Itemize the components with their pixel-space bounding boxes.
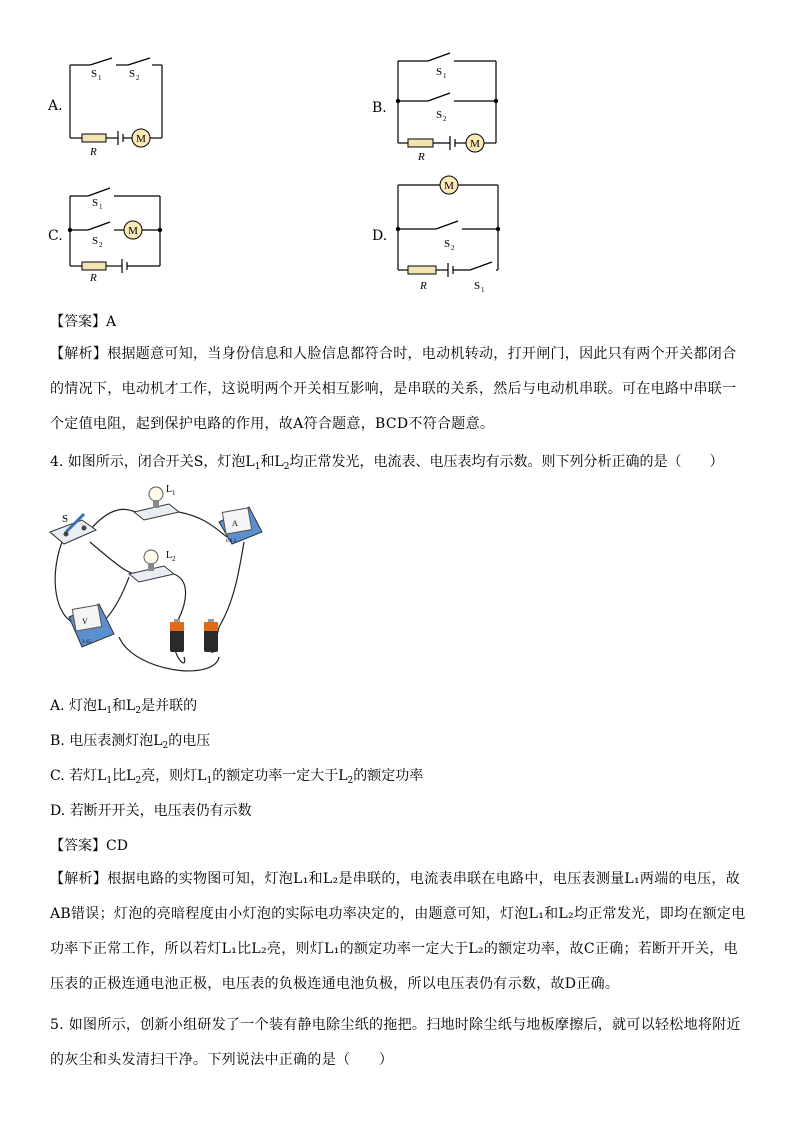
- svg-text:R: R: [420, 280, 427, 292]
- svg-text:S: S: [62, 513, 69, 525]
- svg-text:L: L: [166, 484, 173, 495]
- svg-text:S: S: [129, 68, 136, 80]
- circuit-diagram-a: [60, 55, 170, 155]
- svg-text:M: M: [444, 180, 454, 192]
- circuit-diagram-c: [60, 183, 170, 283]
- motor-symbol-a: M: [136, 133, 146, 145]
- voltmeter: [69, 604, 114, 647]
- svg-text:2: 2: [172, 555, 176, 563]
- q4-option-d: D. 若断开开关，电压表仍有示数: [50, 803, 252, 819]
- svg-text:S: S: [92, 235, 99, 247]
- q3-answer: 【答案】A: [50, 314, 117, 330]
- q4-option-b: B. 电压表测灯泡$L_2$的电压: [50, 733, 211, 751]
- lamp-l1: [134, 484, 179, 520]
- q3-analysis: 【解析】根据题意可知，当身份信息和人脸信息都符合时，电动机转动，打开闸门，因此只有两个开关都闭合的情况下，电动机才工作，这说明两个开关相互影响，是串联的关系，然后与电动机串联。可在电路中串联一个定值电阻，起到保护电路的作用，故A符合题意，BCD不符合题意。: [50, 346, 737, 432]
- switch-s: [50, 513, 96, 544]
- circuit-diagram-d: [388, 172, 503, 297]
- q4-answer: 【答案】CD: [50, 838, 128, 854]
- svg-text:S: S: [474, 280, 481, 292]
- q4-circuit-figure: [44, 482, 276, 682]
- option-a-label: A.: [48, 98, 63, 114]
- svg-text:S: S: [91, 68, 98, 80]
- svg-text:2: 2: [443, 115, 447, 123]
- svg-text:S: S: [444, 238, 451, 250]
- option-d-label: D.: [372, 228, 388, 244]
- batteries: [170, 619, 218, 652]
- svg-text:2: 2: [99, 241, 103, 249]
- svg-text:0.6 3: 0.6 3: [226, 539, 236, 544]
- svg-text:1: 1: [172, 489, 176, 497]
- lamp-l2: [129, 550, 176, 582]
- ammeter: [219, 507, 262, 544]
- svg-text:S: S: [436, 109, 443, 121]
- svg-text:R: R: [418, 151, 425, 163]
- q5-stem: 5. 如图所示，创新小组研发了一个装有静电除尘纸的拖把。扫地时除尘纸与地板摩擦后，就可以轻松地将附近的灰尘和头发清扫干净。下列说法中正确的是（ ）: [50, 1017, 741, 1068]
- svg-text:1: 1: [443, 72, 447, 80]
- svg-text:M: M: [128, 225, 138, 237]
- option-b-label: B.: [372, 100, 387, 116]
- q4-option-a: A. 灯泡$L_1$和$L_2$是并联的: [50, 698, 198, 716]
- svg-text:R: R: [90, 146, 97, 155]
- svg-text:1: 1: [98, 74, 102, 82]
- svg-text:V: V: [82, 617, 88, 626]
- svg-text:S: S: [92, 197, 99, 209]
- svg-text:1: 1: [481, 286, 485, 294]
- svg-text:2: 2: [136, 74, 140, 82]
- q4-analysis: 【解析】根据电路的实物图可知，灯泡L₁和L₂是串联的，电流表串联在电路中，电压表测量L₁两端的电压，故AB错误；灯泡的亮暗程度由小灯泡的实际电功率决定的，由题意可知，灯泡L₁和L₂均正常发光，即均在额定电功率下正常工作，所以若灯L₁比L₂亮，则灯L₁的额定功率一定大于L₂的额定功率，故C正确；若断开开关，电压表的正极连通电池正极，电压表的负极连通电池负极，所以电压表仍有示数，故D正确。: [50, 871, 746, 992]
- option-c-label: C.: [48, 228, 63, 244]
- svg-text:A: A: [232, 519, 238, 528]
- svg-text:L: L: [166, 550, 173, 561]
- svg-text:1: 1: [99, 203, 103, 211]
- svg-text:3 15: 3 15: [82, 640, 91, 645]
- svg-text:M: M: [470, 138, 480, 150]
- q4-stem: 4. 如图所示，闭合开关S，灯泡$L_1$和$L_2$均正常发光，电流表、电压表均有示数。则下列分析正确的是（ ）: [50, 454, 724, 472]
- q4-option-c: C. 若灯$L_1$比$L_2$亮，则灯$L_1$的额定功率一定大于$L_2$的额定功率: [50, 768, 424, 786]
- svg-text:2: 2: [451, 244, 455, 252]
- svg-text:R: R: [90, 272, 97, 283]
- circuit-diagram-b: [388, 48, 503, 163]
- svg-text:S: S: [436, 66, 443, 78]
